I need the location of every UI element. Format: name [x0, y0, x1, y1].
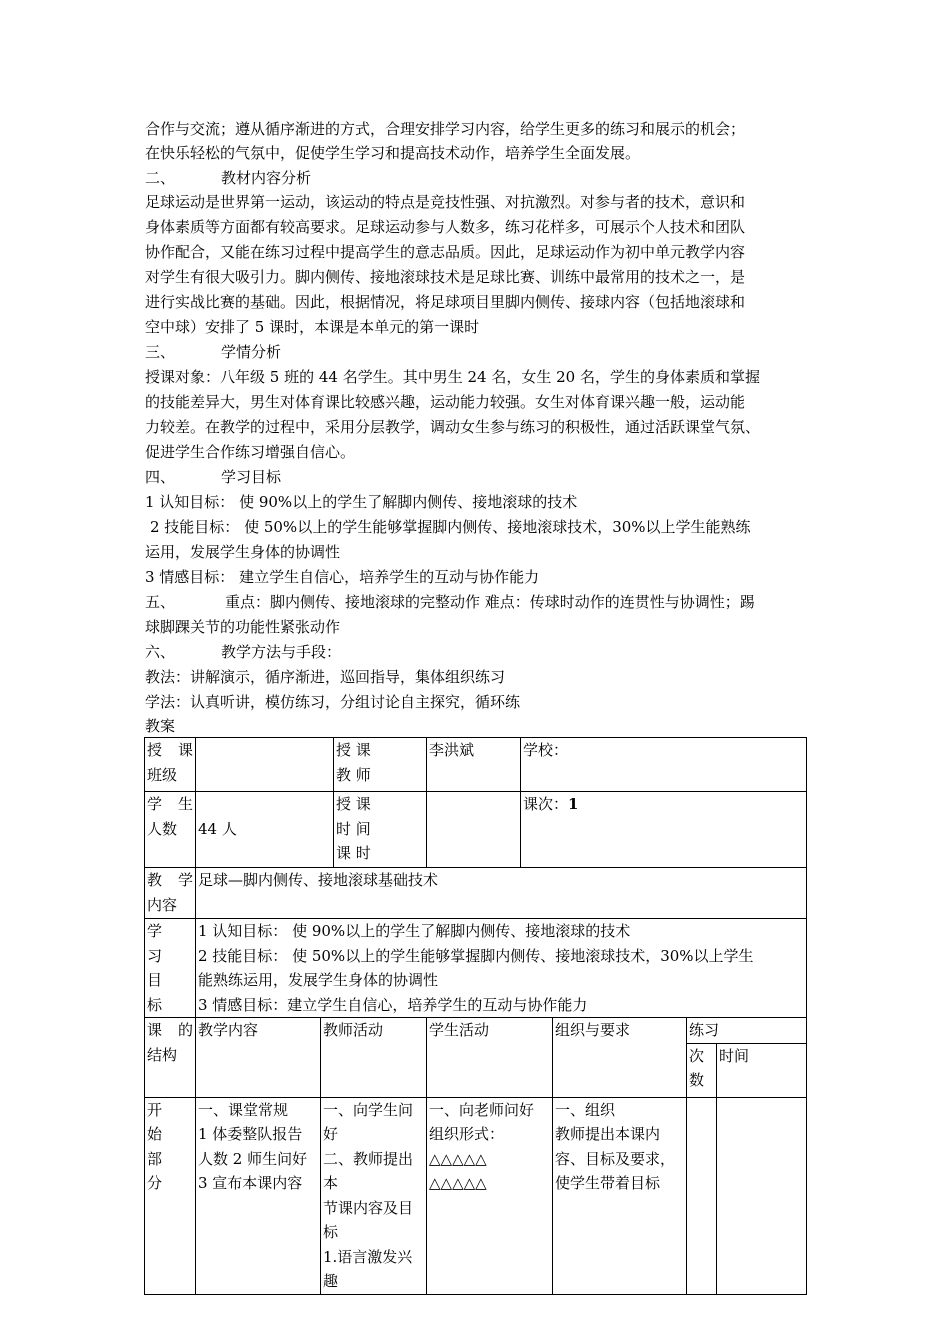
class-value-cell [196, 738, 334, 792]
materials-line: 协作配合，又能在练习过程中提高学生的意志品质。因此，足球运动作为初中单元教学内容 [145, 243, 746, 261]
table-row [145, 738, 807, 792]
teacher-name-cell: 李洪斌 [427, 738, 521, 792]
materials-line: 进行实战比赛的基础。因此，根据情况，将足球项目里脚内侧传、接球内容（包括地滚球和 [145, 293, 746, 311]
start-duration-cell [717, 1097, 807, 1294]
section-heading-materials: 二、 教材内容分析 [145, 169, 312, 187]
section-heading-goals: 四、 学习目标 [145, 468, 282, 486]
organization-header: 组织与要求 [553, 1018, 687, 1098]
learning-method: 学法：认真听讲，模仿练习，分组讨论自主探究，循环练 [145, 693, 521, 711]
time-label-cell: 授 课 时 间 课 时 [334, 792, 427, 868]
structure-header: 课 的 结构 [145, 1018, 196, 1098]
start-times-cell [687, 1097, 717, 1294]
times-header: 次 数 [687, 1043, 717, 1097]
time-value-cell [427, 792, 521, 868]
content-value-cell: 足球—脚内侧传、接地滚球基础技术 [196, 868, 807, 919]
learners-line: 促进学生合作练习增强自信心。 [145, 443, 356, 461]
materials-line: 足球运动是世界第一运动，该运动的特点是竞技性强、对抗激烈。对参与者的技术，意识和 [145, 193, 746, 211]
goal-affective: 3 情感目标： 建立学生自信心，培养学生的互动与协作能力 [145, 568, 540, 586]
students-label-cell: 学 生 人数 [145, 792, 196, 868]
start-student-cell: 一、向老师问好 组织形式： △△△△△ △△△△△ [427, 1097, 553, 1294]
practice-header: 练习 [687, 1018, 807, 1044]
table-header-row [145, 1018, 807, 1044]
start-teacher-cell: 一、向学生问好 二、教师提出本 节课内容及目标 1.语言激发兴趣 [321, 1097, 427, 1294]
table-row [145, 868, 807, 919]
teaching-method: 教法：讲解演示，循序渐进，巡回指导，集体组织练习 [145, 668, 506, 686]
duration-header: 时间 [717, 1043, 807, 1097]
student-activity-header: 学生活动 [427, 1018, 553, 1098]
class-label-cell: 授 课 班级 [145, 738, 196, 792]
intro-paragraph-line: 在快乐轻松的气氛中，促使学生学习和提高技术动作，培养学生全面发展。 [145, 144, 641, 162]
learners-line: 力较差。在教学的过程中，采用分层教学，调动女生参与练习的积极性，通过活跃课堂气氛、 [145, 418, 761, 436]
goal-skill: 2 技能目标： 使 50%以上的学生能够掌握脚内侧传、接地滚球技术，30%以上学生能熟练 [150, 518, 751, 536]
section-heading-learners: 三、 学情分析 [145, 343, 282, 361]
section-key-points: 五、 重点：脚内侧传、接地滚球的完整动作 难点：传球时动作的连贯性与协调性；踢 [145, 593, 755, 611]
learners-line: 授课对象：八年级 5 班的 44 名学生。其中男生 24 名，女生 20 名，学生的身体素质和掌握 [145, 368, 760, 386]
table-row [145, 919, 807, 1018]
content-label-cell: 教 学 内容 [145, 868, 196, 919]
intro-paragraph-line: 合作与交流；遵从循序渐进的方式，合理安排学习内容，给学生更多的练习和展示的机会； [145, 120, 746, 138]
school-cell: 学校： [521, 738, 807, 792]
students-value-cell: 44 人 [196, 792, 334, 868]
plan-title: 教案 [145, 717, 176, 735]
materials-line: 空中球）安排了 5 课时，本课是本单元的第一课时 [145, 318, 480, 336]
lesson-plan-table [144, 737, 807, 1295]
key-points-cont: 球脚踝关节的功能性紧张动作 [145, 618, 341, 636]
goals-value-cell: 1 认知目标： 使 90%以上的学生了解脚内侧传、接地滚球的技术 2 技能目标： 使 50%以上的学生能够掌握脚内侧传、接地滚球技术，30%以上学生 能熟练运用，发展学生身体的协调性 3 情感目标：建立学生自信心，培养学生的互动与协作能力 [196, 919, 807, 1018]
teacher-label-cell: 授 课 教 师 [334, 738, 427, 792]
content-header: 教学内容 [196, 1018, 321, 1098]
goal-skill-cont: 运用，发展学生身体的协调性 [145, 543, 341, 561]
learners-line: 的技能差异大，男生对体育课比较感兴趣，运动能力较强。女生对体育课兴趣一般，运动能 [145, 393, 746, 411]
materials-line: 身体素质等方面都有较高要求。足球运动参与人数多，练习花样多，可展示个人技术和团队 [145, 218, 746, 236]
lesson-number-cell: 课次：1 [521, 792, 807, 868]
start-section-cell: 开 始 部 分 [145, 1097, 196, 1294]
goal-cognitive: 1 认知目标： 使 90%以上的学生了解脚内侧传、接地滚球的技术 [145, 493, 578, 511]
start-org-cell: 一、组织 教师提出本课内 容、目标及要求， 使学生带着目标 [553, 1097, 687, 1294]
materials-line: 对学生有很大吸引力。脚内侧传、接地滚球技术是足球比赛、训练中最常用的技术之一，是 [145, 268, 746, 286]
start-content-cell: 一、课堂常规 1 体委整队报告 人数 2 师生问好 3 宣布本课内容 [196, 1097, 321, 1294]
section-heading-methods: 六、 教学方法与手段： [145, 643, 342, 661]
table-row [145, 1097, 807, 1294]
goals-label-cell: 学 习 目 标 [145, 919, 196, 1018]
table-row [145, 792, 807, 868]
teacher-activity-header: 教师活动 [321, 1018, 427, 1098]
